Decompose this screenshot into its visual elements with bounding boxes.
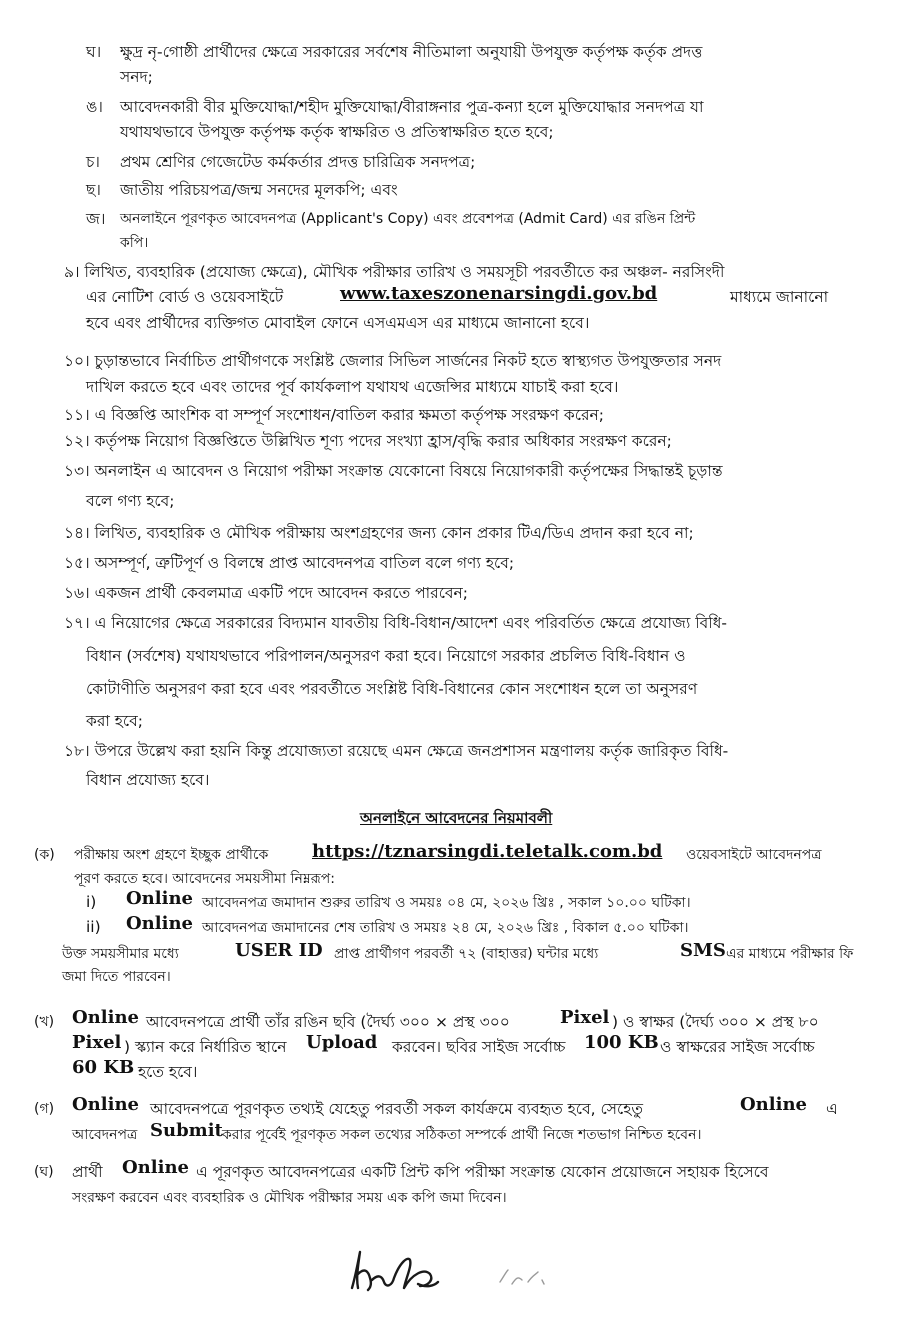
rule-ga-submit: Submit: [150, 1120, 223, 1141]
item-label-cha: চ।: [86, 153, 100, 171]
rule-gha-line1a: প্রার্থী: [72, 1163, 103, 1181]
para-12: ১২। কর্তৃপক্ষ নিয়োগ বিজ্ঞপ্তিতে উল্লিখিত শূণ্য পদের সংখ্যা হ্রাস/বৃদ্ধি করার অধিকার সংরক্ষণ করেন;: [64, 432, 672, 450]
rule-ka-line5a: উক্ত সময়সীমার মধ্যে: [62, 946, 179, 962]
rule-ka-ii-online: Online: [126, 913, 193, 934]
para-17-line2: বিধান (সর্বশেষ) যথাযথভাবে পরিপালন/অনুসরণ করা হবে। নিয়োগে সরকার প্রচলিত বিধি-বিধান ও: [86, 647, 686, 665]
rule-ka-line2: পূরণ করতে হবে। আবেদনের সময়সীমা নিম্নরূপ:: [74, 871, 335, 887]
rule-kha-line2d: করবেন। ছবির সাইজ সর্বোচ্চ: [392, 1038, 566, 1056]
rule-kha-line1b: আবেদনপত্রে প্রার্থী তাঁর রঙিন ছবি (দৈর্ঘ্য ৩০০ × প্রস্থ ৩০০: [146, 1013, 510, 1031]
teletalk-website-link[interactable]: https://tznarsingdi.teletalk.com.bd: [312, 841, 663, 862]
rule-label-ka: (ক): [34, 847, 55, 863]
rule-ga-line1d: এ: [826, 1100, 838, 1118]
item-label-ja: জ।: [86, 210, 106, 228]
rule-kha-line2f: ও স্বাক্ষরের সাইজ সর্বোচ্চ: [660, 1038, 815, 1056]
item-gha-line2: সনদ;: [120, 68, 153, 86]
faint-initials-mark: [494, 1262, 554, 1292]
para-16: ১৬। একজন প্রার্থী কেবলমাত্র একটি পদে আবেদন করতে পারবেন;: [64, 584, 469, 602]
rule-ga-line1b: আবেদনপত্রে পূরণকৃত তথ্যই যেহেতু পরবর্তী সকল কার্যক্রমে ব্যবহৃত হবে, সেহেতু: [150, 1100, 644, 1118]
para-17-line3: কোটাণীতি অনুসরণ করা হবে এবং পরবর্তীতে সংশ্লিষ্ট বিধি-বিধানের কোন সংশোধন হলে তা অনুসরণ: [86, 680, 698, 698]
para-9-line2a: এর নোটিশ বোর্ড ও ওয়েবসাইটে: [86, 288, 284, 306]
para-18-line1: ১৮। উপরে উল্লেখ করা হয়নি কিন্তু প্রযোজ্যতা রয়েছে এমন ক্ষেত্রে জনপ্রশাসন মন্ত্রণালয় কর্তৃক জারিকৃত বিধি-: [64, 742, 729, 760]
para-14: ১৪। লিখিত, ব্যবহারিক ও মৌখিক পরীক্ষায় অংশগ্রহণের জন্য কোন প্রকার টিএ/ডিএ প্রদান করা হবে না;: [64, 524, 694, 542]
online-rules-title: অনলাইনে আবেদনের নিয়মাবলী: [360, 809, 553, 827]
item-umo-line2: যথাযথভাবে উপযুক্ত কর্তৃপক্ষ কর্তৃক স্বাক্ষরিত ও প্রতিস্বাক্ষরিত হতে হবে;: [120, 123, 554, 141]
item-ja-line1: অনলাইনে পূরণকৃত আবেদনপত্র (Applicant's Copy) এবং প্রবেশপত্র (Admit Card) এর রঙিন প্রিন্ট: [120, 211, 696, 227]
rule-ka-line6: জমা দিতে পারবেন।: [62, 969, 171, 985]
item-label-umo: ঙ।: [86, 98, 103, 116]
rule-gha-online: Online: [122, 1157, 189, 1178]
rule-label-kha: (খ): [34, 1014, 55, 1030]
rule-kha-online: Online: [72, 1007, 139, 1028]
rule-ka-line1a: পরীক্ষায় অংশ গ্রহণে ইচ্ছুক প্রার্থীকে: [74, 847, 269, 863]
tax-zone-website-link[interactable]: www.taxeszonenarsingdi.gov.bd: [340, 283, 658, 304]
para-11: ১১। এ বিজ্ঞপ্তি আংশিক বা সম্পূর্ণ সংশোধন/বাতিল করার ক্ষমতা কর্তৃপক্ষ সংরক্ষণ করেন;: [64, 406, 604, 424]
rule-ka-i-label: i): [86, 893, 97, 911]
rule-kha-pixel2: Pixel: [72, 1032, 122, 1053]
rule-gha-line2: সংরক্ষণ করবেন এবং ব্যবহারিক ও মৌখিক পরীক্ষার সময় এক কপি জমা দিবেন।: [72, 1190, 507, 1206]
para-13-line2: বলে গণ্য হবে;: [86, 492, 175, 510]
para-17-line1: ১৭। এ নিয়োগের ক্ষেত্রে সরকারের বিদ্যমান যাবতীয় বিধি-বিধান/আদেশ এবং পরিবর্তিত ক্ষেত্রে প্রযোজ্য বিধি-: [64, 614, 728, 632]
para-9-line1: ৯। লিখিত, ব্যবহারিক (প্রযোজ্য ক্ষেত্রে), মৌখিক পরীক্ষার তারিখ ও সময়সূচী পরবর্তীতে কর অঞ্চল- নরসিংদী: [64, 263, 725, 281]
para-9-line3: হবে এবং প্রার্থীদের ব্যক্তিগত মোবাইল ফোনে এসএমএস এর মাধ্যমে জানানো হবে।: [86, 314, 590, 332]
rule-kha-line3b: হতে হবে।: [138, 1063, 198, 1081]
rule-ga-online1: Online: [72, 1094, 139, 1115]
rule-ka-line5c: প্রাপ্ত প্রার্থীগণ পরবর্তী ৭২ (বাহাত্তর) ঘন্টার মধ্যে: [334, 946, 599, 962]
item-label-chha: ছ।: [86, 181, 101, 199]
rule-ka-ii-text: আবেদনপত্র জমাদানের শেষ তারিখ ও সময়ঃ ২৪ মে, ২০২৬ খ্রিঃ , বিকাল ৫.০০ ঘটিকা।: [202, 920, 689, 936]
rule-kha-line2b: ) স্ক্যান করে নির্ধারিত স্থানে: [124, 1038, 287, 1056]
rule-kha-line1d: ) ও স্বাক্ষর (দৈর্ঘ্য ৩০০ × প্রস্থ ৮০: [612, 1013, 819, 1031]
rule-kha-60kb: 60 KB: [72, 1057, 135, 1078]
item-label-gha: ঘ।: [86, 43, 102, 61]
rule-ga-line2c: করার পূর্বেই পূরণকৃত সকল তথ্যের সঠিকতা সম্পর্কে প্রার্থী নিজে শতভাগ নিশ্চিত হবেন।: [222, 1127, 702, 1143]
rule-label-ga: (গ): [34, 1101, 55, 1117]
rule-ka-line1b: ওয়েবসাইটে আবেদনপত্র: [686, 847, 822, 863]
para-15: ১৫। অসম্পূর্ণ, ত্রুটিপূর্ণ ও বিলম্বে প্রাপ্ত আবেদনপত্র বাতিল বলে গণ্য হবে;: [64, 554, 515, 572]
rule-label-gha: (ঘ): [34, 1164, 54, 1180]
para-13-line1: ১৩। অনলাইন এ আবেদন ও নিয়োগ পরীক্ষা সংক্রান্ত যেকোনো বিষয়ে নিয়োগকারী কর্তৃপক্ষের সিদ্ধান্তই চূড়ান্ত: [64, 462, 723, 480]
rule-kha-pixel1: Pixel: [560, 1007, 610, 1028]
rule-ka-line5e: এর মাধ্যমে পরীক্ষার ফি: [726, 946, 854, 962]
rule-gha-line1c: এ পূরণকৃত আবেদনপত্রের একটি প্রিন্ট কপি পরীক্ষা সংক্রান্ত যেকোন প্রয়োজনে সহায়ক হিসেবে: [196, 1163, 769, 1181]
rule-ka-sms: SMS: [680, 940, 726, 961]
item-chha-line1: জাতীয় পরিচয়পত্র/জন্ম সনদের মূলকপি; এবং: [120, 181, 398, 199]
rule-ga-online2: Online: [740, 1094, 807, 1115]
item-cha-line1: প্রথম শ্রেণির গেজেটেড কর্মকর্তার প্রদত্ত চারিত্রিক সনদপত্র;: [120, 153, 476, 171]
item-gha-line1: ক্ষুদ্র নৃ-গোষ্ঠী প্রার্থীদের ক্ষেত্রে সরকারের সর্বশেষ নীতিমালা অনুযায়ী উপযুক্ত কর্তৃপক্ষ কর্তৃক প্রদত্ত: [120, 43, 703, 61]
rule-kha-upload: Upload: [306, 1032, 378, 1053]
para-18-line2: বিধান প্রযোজ্য হবে।: [86, 771, 210, 789]
signature-mark: [348, 1244, 443, 1299]
rule-ga-line2a: আবেদনপত্র: [72, 1127, 138, 1143]
para-10-line1: ১০। চুড়ান্তভাবে নির্বাচিত প্রার্থীগণকে সংশ্লিষ্ট জেলার সিভিল সার্জনের নিকট হতে স্বাস্থ্যগত উপযুক্ততার সনদ: [64, 352, 722, 370]
para-9-line2b: মাধ্যমে জানানো: [730, 288, 829, 306]
rule-kha-100kb: 100 KB: [584, 1032, 659, 1053]
rule-ka-i-text: আবেদনপত্র জমাদান শুরুর তারিখ ও সময়ঃ ০৪ মে, ২০২৬ খ্রিঃ , সকাল ১০.০০ ঘটিকা।: [202, 895, 691, 911]
item-ja-line2: কপি।: [120, 235, 149, 251]
para-17-line4: করা হবে;: [86, 712, 144, 730]
rule-ka-ii-label: ii): [86, 918, 101, 936]
rule-ka-user-id: USER ID: [235, 940, 323, 961]
rule-ka-i-online: Online: [126, 888, 193, 909]
item-umo-line1: আবেদনকারী বীর মুক্তিযোদ্ধা/শহীদ মুক্তিযোদ্ধা/বীরাঙ্গনার পুত্র-কন্যা হলে মুক্তিযোদ্ধার সনদপত্র যা: [120, 98, 704, 116]
para-10-line2: দাখিল করতে হবে এবং তাদের পূর্ব কার্যকলাপ যথাযথ এজেন্সির মাধ্যমে যাচাই করা হবে।: [86, 378, 619, 396]
